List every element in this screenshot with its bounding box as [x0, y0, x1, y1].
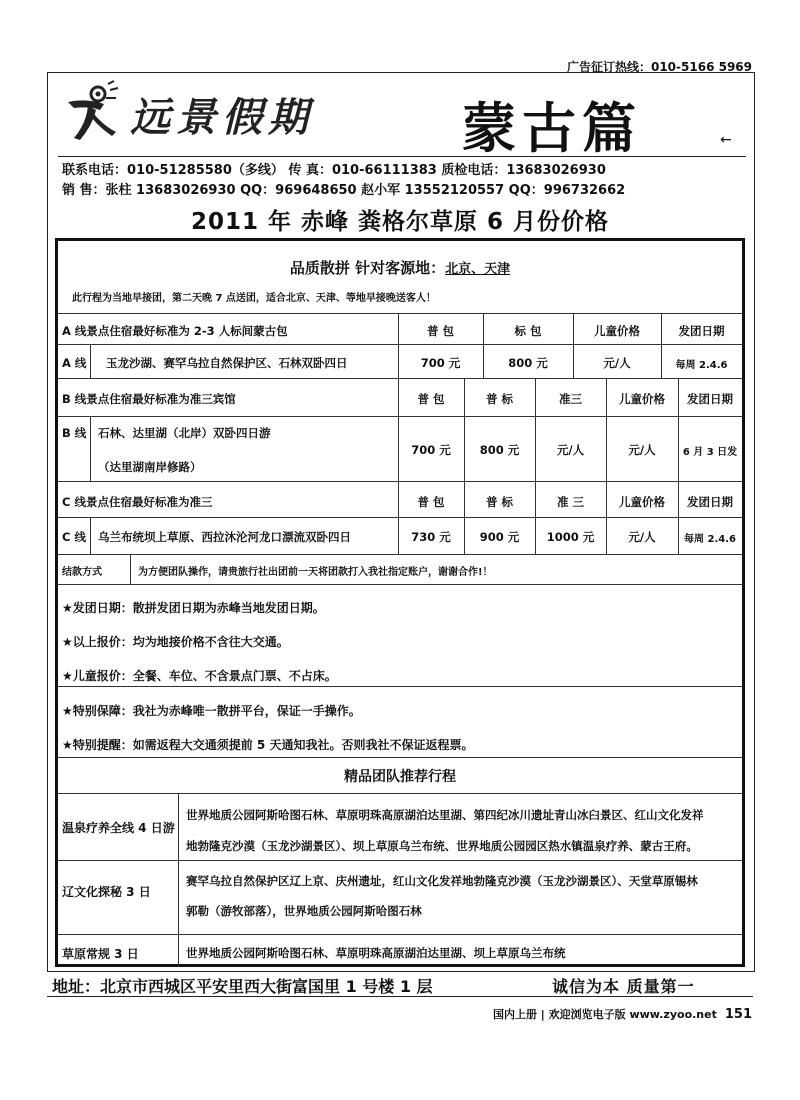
col-header: 普 标 [485, 495, 513, 509]
payment-label: 结款方式 [62, 567, 102, 578]
note-item: ★特别保障：我社为赤峰唯一散拼平台，保证一手操作。 [62, 704, 361, 718]
price: 700 元 [411, 443, 451, 457]
line-code: A 线 [62, 356, 87, 370]
price: 700 元 [420, 356, 461, 370]
ad-hotline: 广告征订热线：010-5166 5969 [566, 60, 752, 74]
itinerary-name: 辽文化探秘 3 日 [62, 885, 151, 899]
note-item: ★发团日期：散拼发团日期为赤峰当地发团日期。 [62, 601, 325, 615]
price: 元/人 [603, 356, 631, 370]
payment-text: 为方便团队操作，请贵旅行社出团前一天将团款打入我社指定账户，谢谢合作!！ [138, 567, 493, 578]
col-header: 发团日期 [687, 392, 733, 406]
col-header: 发团日期 [687, 495, 733, 509]
footer-pageinfo: 国内上册 | 欢迎浏览电子版 www.zyoo.net [492, 1008, 717, 1021]
line-code: C 线 [62, 530, 86, 544]
itinerary-desc: 赛罕乌拉自然保护区辽上京、庆州遗址，红山文化发祥地勃隆克沙漠（玉龙沙湖景区）、天堂草原锡林 [186, 874, 698, 888]
price: 730 元 [411, 530, 451, 544]
col-header: 普 包 [417, 392, 445, 406]
itinerary-name: 温泉疗养全线 4 日游 [62, 821, 175, 835]
price: 元/人 [628, 443, 656, 457]
col-header: 儿童价格 [594, 324, 640, 338]
section-heading: 品质散拼 针对客源地：北京、天津 [289, 259, 511, 277]
line-a-standard: A 线景点住宿最好标准为 2-3 人标间蒙古包 [62, 324, 288, 338]
recommend-heading: 精品团队推荐行程 [344, 769, 456, 785]
depart-date: 6 月 3 日发 [682, 447, 738, 458]
price: 800 元 [479, 443, 520, 457]
itinerary-desc: 郭勒（游牧部落），世界地质公园阿斯哈图石林 [186, 904, 422, 918]
itinerary-desc: 世界地质公园阿斯哈图石林、草原明珠高原湖泊达里湖、第四纪冰川遗址青山冰臼景区、红山文化发祥 [186, 808, 704, 822]
route: 玉龙沙湖、赛罕乌拉自然保护区、石林双卧四日 [106, 356, 348, 370]
note-item: ★以上报价：均为地接价格不含往大交通。 [62, 635, 289, 649]
footer-address: 地址：北京市西城区平安里西大街富国里 1 号楼 1 层 [52, 977, 433, 996]
line-code: B 线 [62, 426, 87, 440]
section-note: 此行程为当地早接团，第二天晚 7 点送团，适合北京、天津、等地早接晚送客人！ [72, 293, 436, 304]
itinerary-desc: 世界地质公园阿斯哈图石林、草原明珠高原湖泊达里湖、坝上草原乌兰布统 [186, 946, 566, 960]
logo-icon [64, 80, 126, 142]
itinerary-desc: 地勃隆克沙漠（玉龙沙湖景区）、坝上草原乌兰布统、世界地质公园园区热水镇温泉疗养、蒙古王府。 [186, 839, 698, 853]
depart-date: 每周 2.4.6 [675, 360, 728, 371]
col-header: 发团日期 [678, 324, 725, 338]
route: 乌兰布统坝上草原、西拉沐沦河龙口漂流双卧四日 [98, 530, 351, 544]
depart-date: 每周 2.4.6 [684, 534, 736, 545]
price-table [55, 238, 745, 967]
footer-slogan: 诚信为本 质量第一 [552, 977, 695, 996]
itinerary-name: 草原常规 3 日 [62, 947, 139, 961]
col-header: 准 三 [556, 495, 584, 509]
col-header: 准三 [559, 392, 582, 406]
route: 石林、达里湖（北岸）双卧四日游 [98, 426, 271, 440]
col-header: 普 包 [426, 324, 454, 338]
col-header: 儿童价格 [619, 392, 665, 406]
note-item: ★特别提醒：如需返程大交通须提前 5 天通知我社。否则我社不保证返程票。 [62, 738, 474, 752]
col-header: 儿童价格 [619, 495, 665, 509]
price: 1000 元 [546, 530, 595, 544]
contact-line-1: 联系电话：010-51285580（多线） 传 真：010-66111383 质检电话：13683026930 [62, 163, 606, 178]
col-header: 普 标 [485, 392, 513, 406]
page-number: 151 [724, 1007, 752, 1022]
arrow-left-icon: ← [720, 132, 732, 148]
line-b-standard: B 线景点住宿最好标准为准三宾馆 [62, 392, 236, 406]
brand-title: 蒙古篇 [462, 96, 642, 160]
col-header: 普 包 [417, 495, 445, 509]
page-title: 2011 年 赤峰 粪格尔草原 6 月份价格 [190, 209, 610, 235]
price: 800 元 [508, 356, 548, 370]
line-c-standard: C 线景点住宿最好标准为准三 [62, 495, 213, 509]
divider [58, 156, 746, 157]
price: 900 元 [479, 530, 520, 544]
price: 元/人 [628, 530, 656, 544]
price: 元/人 [556, 443, 585, 457]
logo-text: 远景假期 [130, 94, 314, 141]
contact-line-2: 销 售：张柱 13683026930 QQ：969648650 赵小军 13552120557 QQ：996732662 [62, 183, 626, 198]
footer-divider [47, 996, 753, 997]
route-note: （达里湖南岸修路） [98, 460, 202, 474]
page-footer [493, 1006, 752, 1022]
note-item: ★儿童报价：全餐、车位、不含景点门票、不占床。 [62, 669, 337, 683]
col-header: 标 包 [514, 324, 542, 338]
